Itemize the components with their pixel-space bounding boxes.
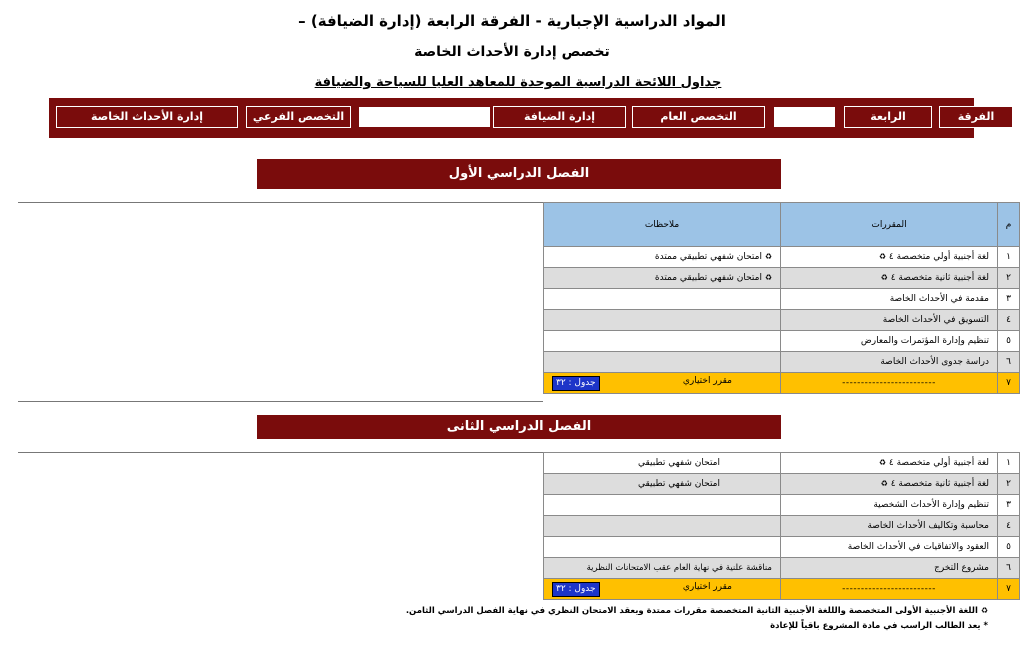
note-text — [544, 310, 781, 331]
course-cell — [781, 268, 998, 289]
row-number: ٢ — [998, 474, 1020, 495]
col-num-header: م — [998, 203, 1020, 247]
note-text — [544, 331, 781, 352]
note-text — [544, 537, 781, 558]
note-text: امتحان شفهي تطبيقي — [544, 474, 781, 495]
semester1-banner: الفصل الدراسي الأول — [257, 159, 781, 189]
page-title: المواد الدراسية الإجبارية - الفرقة الرابعة (إدارة الضيافة) – — [298, 12, 726, 30]
sub-spec-value[interactable]: إدارة الأحداث الخاصة — [56, 106, 238, 128]
elective-row — [544, 579, 1020, 600]
general-spec-value[interactable]: إدارة الضيافة — [493, 106, 626, 128]
notes-cell — [544, 268, 781, 289]
regulation-title — [0, 75, 1024, 90]
course-cell — [781, 474, 998, 495]
row-number: ٢ — [998, 268, 1020, 289]
course-name: لغة أجنبية ثانية متخصصة ٤ — [890, 479, 989, 489]
elective-label: مقرر اختياري — [682, 581, 732, 592]
footnote-2: * يعد الطالب الراسب في مادة المشروع باقياً للإعادة — [770, 621, 988, 631]
table-row — [544, 495, 1020, 516]
row-number: ١ — [998, 453, 1020, 474]
note-text: مناقشة علنية في نهاية العام عقب الامتحانات النظرية — [544, 558, 781, 579]
row-number: ٦ — [998, 558, 1020, 579]
row-number: ٧ — [998, 373, 1020, 394]
extended-course-icon: ♻ — [878, 252, 887, 261]
course-name: لغة أجنبية أولي متخصصة ٤ — [888, 458, 989, 468]
course-name: تنظيم وإدارة المؤتمرات والمعارض — [781, 331, 998, 352]
extended-course-icon: ♻ — [878, 458, 887, 467]
row-number: ٤ — [998, 516, 1020, 537]
year-value[interactable]: الرابعة — [844, 106, 932, 128]
row-number: ٣ — [998, 289, 1020, 310]
note-text: امتحان شفهي تطبيقي — [544, 453, 781, 474]
semester1-table — [543, 202, 1020, 394]
regulation-title-text: جداول اللائحة الدراسية الموحدة للمعاهد العليا للسياحة والضيافة — [314, 75, 722, 90]
semester2-table — [543, 452, 1020, 600]
table-header-row — [544, 203, 1020, 247]
extended-course-icon: ♻ — [880, 273, 888, 282]
table-row — [544, 453, 1020, 474]
table-row — [544, 247, 1020, 268]
course-name: مقدمة في الأحداث الخاصة — [781, 289, 998, 310]
course-name: دراسة جدوى الأحداث الخاصة — [781, 352, 998, 373]
table-row — [544, 352, 1020, 373]
extended-course-icon: ♻ — [980, 606, 988, 615]
divider-line — [18, 202, 543, 203]
note-text — [544, 352, 781, 373]
divider-line — [18, 401, 543, 402]
note-text — [544, 289, 781, 310]
elective-row — [544, 373, 1020, 394]
row-number: ٣ — [998, 495, 1020, 516]
course-name: لغة أجنبية ثانية متخصصة ٤ — [890, 273, 989, 283]
row-number: ١ — [998, 247, 1020, 268]
extended-course-icon: ♻ — [880, 479, 888, 488]
general-spec-field[interactable] — [358, 106, 491, 128]
course-name: تنظيم وإدارة الأحداث الشخصية — [781, 495, 998, 516]
table-row — [544, 268, 1020, 289]
row-number: ٧ — [998, 579, 1020, 600]
footnote-1 — [406, 606, 988, 616]
course-cell — [781, 453, 998, 474]
elective-placeholder: ------------------------- — [781, 579, 998, 600]
table-row — [544, 537, 1020, 558]
col-course-header: المقررات — [781, 203, 998, 247]
filter-bar — [49, 98, 995, 138]
note-text — [544, 516, 781, 537]
divider-line — [18, 452, 543, 453]
table-row — [544, 516, 1020, 537]
row-number: ٥ — [998, 537, 1020, 558]
extended-course-icon: ♻ — [764, 252, 772, 261]
course-name: التسويق في الأحداث الخاصة — [781, 310, 998, 331]
table-row — [544, 310, 1020, 331]
col-notes-header: ملاحظات — [544, 203, 781, 247]
table-row — [544, 331, 1020, 352]
elective-placeholder: ------------------------- — [781, 373, 998, 394]
year-field[interactable] — [773, 106, 836, 128]
elective-table-ref[interactable]: جدول : ٣٢ — [552, 582, 600, 597]
note-text: امتحان شفهي تطبيقي ممتدة — [654, 273, 762, 283]
row-number: ٦ — [998, 352, 1020, 373]
table-row — [544, 289, 1020, 310]
course-name: العقود والاتفاقيات في الأحداث الخاصة — [781, 537, 998, 558]
row-number: ٥ — [998, 331, 1020, 352]
semester2-banner: الفصل الدراسي الثانى — [257, 415, 781, 439]
elective-notes — [544, 373, 781, 394]
notes-cell — [544, 247, 781, 268]
row-number: ٤ — [998, 310, 1020, 331]
extended-course-icon: ♻ — [764, 273, 772, 282]
table-row — [544, 474, 1020, 495]
elective-table-ref[interactable]: جدول : ٣٢ — [552, 376, 600, 391]
note-text — [544, 495, 781, 516]
table-row — [544, 558, 1020, 579]
footnote-1-text: اللغة الأجنبية الأولى المتخصصة والللغة الأجنبية الثانية المتخصصة مقررات ممتدة ويعقد الامتحان النظري في نهاية الفصل الدراسي الثامن. — [405, 606, 978, 616]
sub-spec-label: التخصص الفرعي — [246, 106, 351, 128]
course-name: لغة أجنبية أولي متخصصة ٤ — [888, 252, 989, 262]
elective-notes — [544, 579, 781, 600]
page-subtitle: تخصص إدارة الأحداث الخاصة — [414, 44, 610, 60]
note-text: امتحان شفهي تطبيقي ممتدة — [654, 252, 762, 262]
year-label: الفرقة — [939, 106, 1013, 128]
course-cell — [781, 247, 998, 268]
course-name: مشروع التخرج — [781, 558, 998, 579]
general-spec-label: التخصص العام — [632, 106, 765, 128]
elective-label: مقرر اختياري — [682, 375, 732, 386]
course-name: محاسبة وتكاليف الأحداث الخاصة — [781, 516, 998, 537]
